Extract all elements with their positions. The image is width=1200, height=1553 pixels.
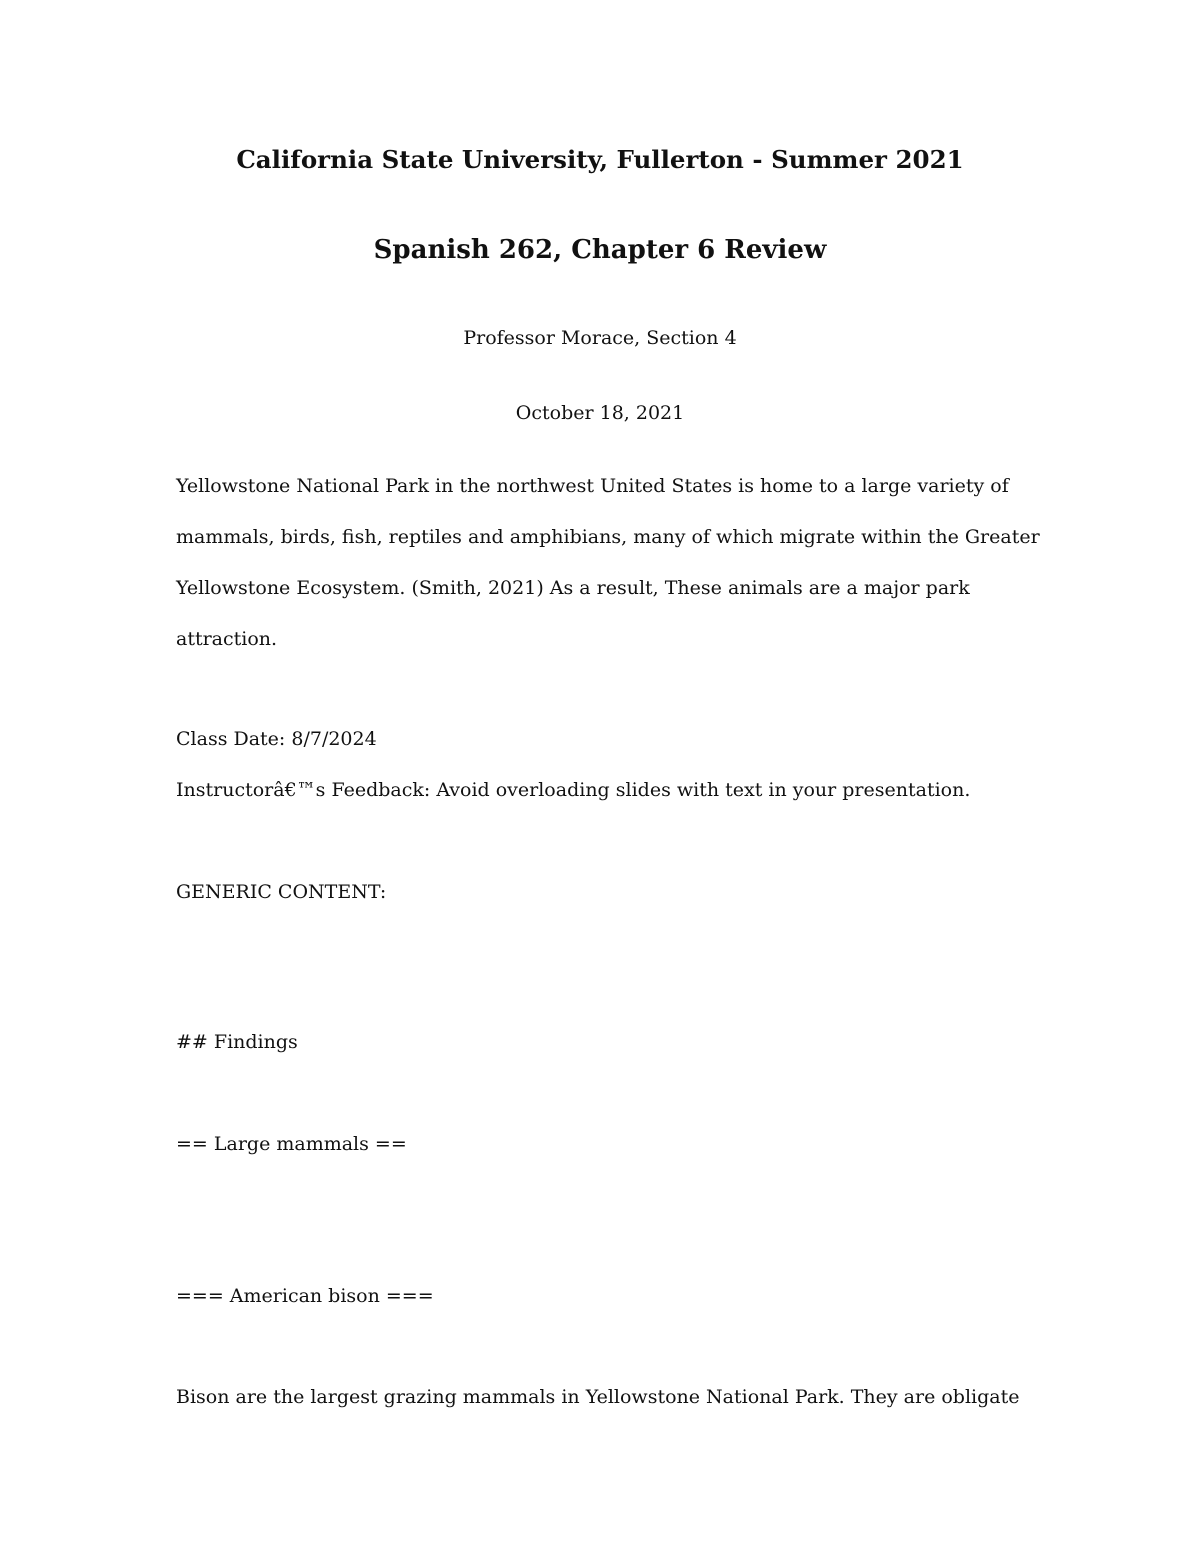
bison-paragraph-line: Bison are the largest grazing mammals in Yellowstone National Park. They are obligate [176, 1386, 1020, 1408]
generic-content-label: GENERIC CONTENT: [176, 881, 387, 903]
course-title: Spanish 262, Chapter 6 Review [373, 235, 827, 265]
professor-section-line: Professor Morace, Section 4 [463, 327, 737, 349]
large-mammals-heading: == Large mammals == [176, 1133, 407, 1155]
findings-heading: ## Findings [176, 1031, 298, 1053]
intro-paragraph-line: Yellowstone Ecosystem. (Smith, 2021) As a result, These animals are a major park [176, 577, 970, 599]
intro-paragraph-line: Yellowstone National Park in the northwest United States is home to a large variety of [176, 475, 1009, 497]
instructor-feedback: Instructorâ€™s Feedback: Avoid overloading slides with text in your presentation. [176, 779, 971, 801]
american-bison-heading: === American bison === [176, 1285, 434, 1307]
intro-paragraph-line: attraction. [176, 628, 278, 650]
institution-title: California State University, Fullerton - Summer 2021 [236, 145, 964, 174]
class-date: Class Date: 8/7/2024 [176, 728, 377, 750]
intro-paragraph-line: mammals, birds, fish, reptiles and amphibians, many of which migrate within the Greater [176, 526, 1040, 548]
document-date: October 18, 2021 [515, 402, 685, 424]
